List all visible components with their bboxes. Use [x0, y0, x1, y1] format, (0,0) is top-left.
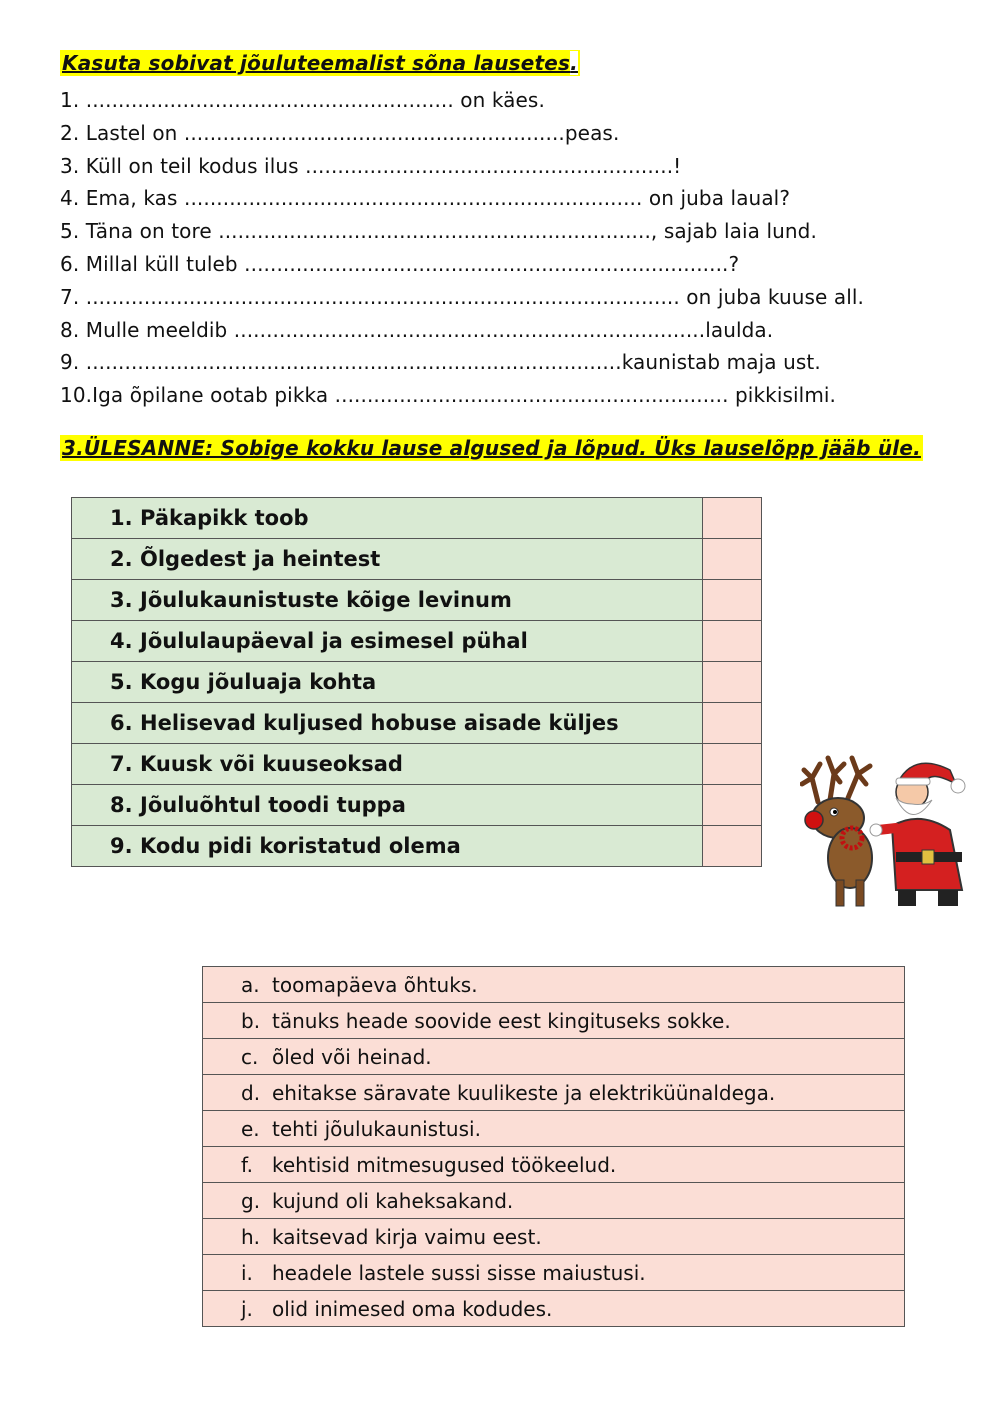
item-number: 3. [110, 588, 133, 612]
ending-text: tehti jõulukaunistusi. [272, 1116, 481, 1141]
table-row [203, 1147, 905, 1183]
table-row [203, 1039, 905, 1075]
ending-text: kaitsevad kirja vaimu eest. [272, 1224, 542, 1249]
beginning-text: Kuusk või kuuseoksad [140, 752, 403, 776]
table-row [72, 703, 762, 744]
item-letter: f. [241, 1152, 253, 1177]
ending-cell [203, 1039, 905, 1075]
item-number: 7. [110, 752, 133, 776]
sentence-line: 3. Küll on teil kodus ilus .........................................................! [60, 153, 682, 178]
table-row [203, 967, 905, 1003]
sentence-line: 5. Täna on tore ..................................................................., sajab laia lund. [60, 219, 817, 244]
beginning-cell [72, 498, 703, 539]
beginning-text: Päkapikk toob [140, 506, 309, 530]
ending-text: tänuks heade soovide eest kingituseks sokke. [272, 1008, 731, 1033]
ending-cell [203, 1255, 905, 1291]
answer-cell[interactable] [703, 662, 762, 703]
item-letter: h. [241, 1224, 261, 1249]
ending-text: headele lastele sussi sisse maiustusi. [272, 1260, 646, 1285]
item-letter: j. [241, 1296, 253, 1321]
sentence-line: 4. Ema, kas ....................................................................... on juba laual? [60, 186, 791, 211]
table-row [203, 1219, 905, 1255]
ending-cell [203, 1003, 905, 1039]
item-number: 1. [110, 506, 133, 530]
table-row [72, 785, 762, 826]
table-row [72, 621, 762, 662]
table-row [72, 662, 762, 703]
sentence-list [60, 84, 864, 412]
santa-reindeer-icon [800, 740, 990, 910]
item-letter: i. [241, 1260, 253, 1285]
sentence-line: 1. ......................................................... on käes. [60, 88, 545, 112]
beginning-cell [72, 662, 703, 703]
ending-text: kehtisid mitmesugused töökeelud. [272, 1152, 617, 1177]
ending-text: olid inimesed oma kodudes. [272, 1296, 553, 1321]
beginning-cell [72, 580, 703, 621]
item-letter: e. [241, 1116, 260, 1141]
ending-text: ehitakse säravate kuulikeste ja elektriküünaldega. [272, 1080, 776, 1105]
sentence-line: 2. Lastel on ...........................................................peas. [60, 120, 620, 145]
ending-text: toomapäeva õhtuks. [272, 972, 478, 997]
table-row [72, 498, 762, 539]
table-row [72, 826, 762, 867]
answer-cell[interactable] [703, 785, 762, 826]
ending-text: õled või heinad. [272, 1044, 432, 1069]
beginning-text: Jõulukaunistuste kõige levinum [140, 588, 512, 612]
table-row [72, 580, 762, 621]
table-row [203, 1075, 905, 1111]
answer-cell[interactable] [703, 826, 762, 867]
item-number: 2. [110, 547, 133, 571]
item-number: 9. [110, 834, 133, 858]
answer-cell[interactable] [703, 580, 762, 621]
table-row [72, 539, 762, 580]
ending-cell [203, 1183, 905, 1219]
answer-cell[interactable] [703, 498, 762, 539]
beginning-text: Kogu jõuluaja kohta [140, 670, 377, 694]
table-row [72, 744, 762, 785]
table-row [203, 1183, 905, 1219]
item-number: 5. [110, 670, 133, 694]
ending-cell [203, 1075, 905, 1111]
sentence-line: 7. ............................................................................................ on juba kuuse all. [60, 284, 865, 309]
ending-cell [203, 1147, 905, 1183]
beginning-cell [72, 621, 703, 662]
ending-cell [203, 967, 905, 1003]
item-number: 6. [110, 711, 133, 735]
answer-cell[interactable] [703, 539, 762, 580]
ending-cell [203, 1291, 905, 1327]
table-row [203, 1111, 905, 1147]
item-letter: c. [241, 1044, 259, 1069]
item-number: 4. [110, 629, 133, 653]
beginning-cell [72, 744, 703, 785]
sentence-endings-table [202, 966, 905, 1327]
sentence-beginnings-table [71, 497, 762, 867]
beginning-text: Jõululaupäeval ja esimesel pühal [140, 629, 528, 653]
sentence-line: 9. ...................................................................................kaunistab maja ust. [60, 350, 821, 375]
ending-text: kujund oli kaheksakand. [272, 1188, 514, 1213]
sentence-line: 10.Iga õpilane ootab pikka ............................................................. pikkisilmi. [60, 383, 837, 408]
answer-cell[interactable] [703, 621, 762, 662]
ending-cell [203, 1219, 905, 1255]
item-letter: d. [241, 1080, 261, 1105]
table-row [203, 1255, 905, 1291]
sentence-line: 6. Millal küll tuleb ...........................................................................? [60, 251, 740, 276]
exercise2-heading: Kasuta sobivat jõuluteemalist sõna lausetes. [62, 51, 578, 75]
beginning-cell [72, 703, 703, 744]
answer-cell[interactable] [703, 703, 762, 744]
sentence-line: 8. Mulle meeldib .........................................................................laulda. [60, 317, 774, 342]
beginning-text: Jõuluõhtul toodi tuppa [140, 793, 406, 817]
beginning-cell [72, 785, 703, 826]
beginning-cell [72, 539, 703, 580]
item-number: 8. [110, 793, 133, 817]
exercise3-heading: 3.ÜLESANNE: Sobige kokku lause algused ja lõpud. Üks lauselõpp jääb üle. [62, 436, 921, 460]
beginning-text: Kodu pidi koristatud olema [140, 834, 461, 858]
item-letter: a. [241, 972, 260, 997]
answer-cell[interactable] [703, 744, 762, 785]
table-row [203, 1003, 905, 1039]
item-letter: b. [241, 1008, 261, 1033]
beginning-text: Helisevad kuljused hobuse aisade küljes [140, 711, 619, 735]
table-row [203, 1291, 905, 1327]
item-letter: g. [241, 1188, 261, 1213]
beginning-cell [72, 826, 703, 867]
ending-cell [203, 1111, 905, 1147]
beginning-text: Õlgedest ja heintest [140, 547, 381, 571]
